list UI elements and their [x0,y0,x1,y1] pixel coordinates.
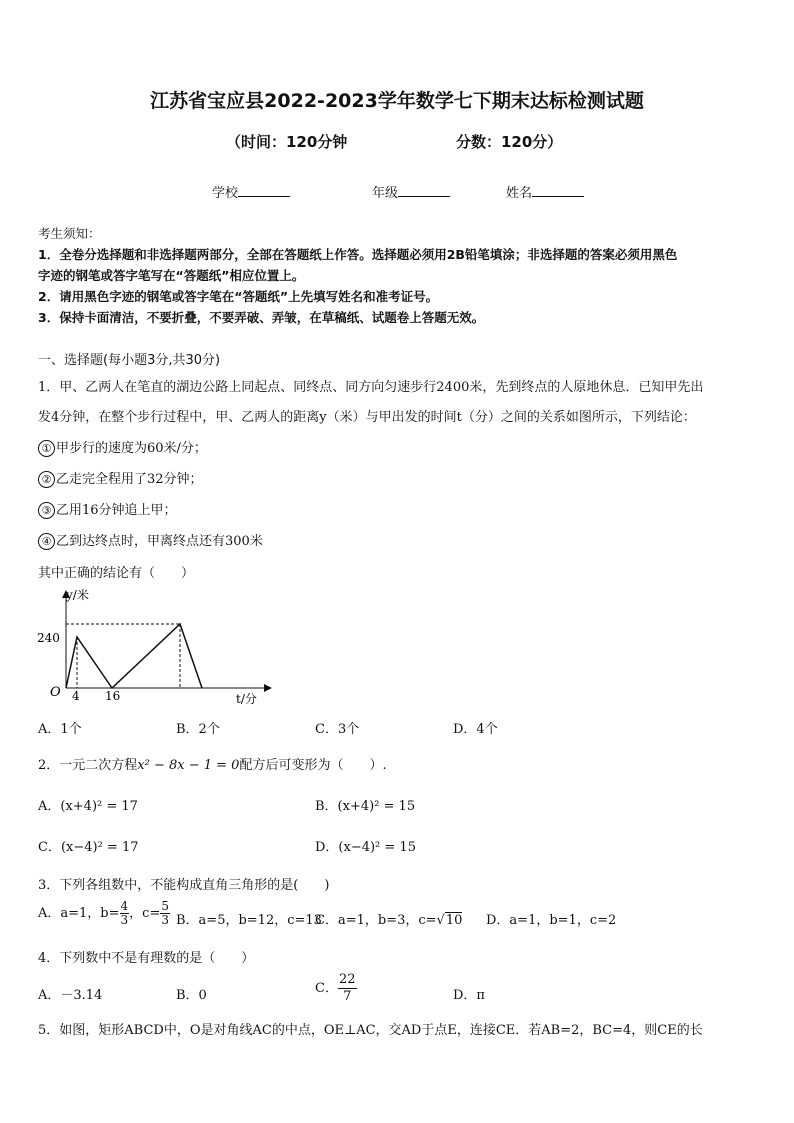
name-blank [532,184,584,197]
q2-stem: 2．一元二次方程x² − 8x − 1 = 0配方后可变形为（ ）. [38,758,387,773]
grade-label: 年级 [372,186,399,201]
q1-statement-3: ③ 乙用16分钟追上甲； [38,499,177,519]
q1-option-a[interactable]: A．1个 [38,722,82,737]
q4-stem: 4．下列数中不是有理数的是（ ） [38,951,255,966]
school-label: 学校 [212,186,239,201]
q4-option-b[interactable]: B．0 [176,988,207,1003]
note-1a: 1．全卷分选择题和非选择题两部分，全部在答题纸上作答。选择题必须用2B铅笔填涂；非选择题的答案必须用黑色 [38,247,678,262]
q2-equation: x² − 8x − 1 = 0 [137,758,240,773]
q1-statement-2: ② 乙走完全程用了32分钟； [38,468,203,488]
x-axis-label: t/分 [236,692,257,706]
q1-question: 其中正确的结论有（ ） [38,566,195,581]
note-1b: 字迹的钢笔或答字笔写在“答题纸”相应位置上。 [38,268,305,283]
note-2: 2．请用黑色字迹的钢笔或答字笔在“答题纸”上先填写姓名和准考证号。 [38,289,439,304]
grade-blank [398,184,450,197]
name-label: 姓名 [506,186,533,201]
q1-line2: 发4分钟，在整个步行过程中，甲、乙两人的距离y（米）与甲出发的时间t（分）之间的关系如图所示，下列结论： [38,410,696,425]
q1-statement-1: ① 甲步行的速度为60米/分； [38,437,207,457]
q4-option-a[interactable]: A．－3.14 [38,988,103,1003]
exam-score: 分数：120分） [456,133,563,151]
notes-heading: 考生须知： [38,226,101,241]
q4-option-d[interactable]: D．π [453,988,485,1003]
q2-option-c[interactable]: C．(x−4)² = 17 [38,840,139,855]
x-tick-4: 4 [72,689,80,703]
y-tick-240: 240 [37,631,60,645]
y-axis-label: y/米 [66,588,89,602]
numeral-4-icon: ④ [38,533,55,550]
page-title: 江苏省宝应县2022-2023学年数学七下期末达标检测试题 [150,90,644,112]
section-heading: 一、选择题(每小题3分,共30分) [38,353,221,368]
numeral-1-icon: ① [38,440,55,457]
x-axis-arrow-icon [264,684,272,692]
numeral-2-icon: ② [38,471,55,488]
q3-option-c[interactable]: C．a=1，b=3，c=√10 [315,913,463,928]
q3-option-d[interactable]: D．a=1，b=1，c=2 [486,913,617,928]
q5-stem: 5．如图，矩形ABCD中，O是对角线AC的中点，OE⊥AC，交AD于点E，连接CE．若AB=2，BC=4，则CE的长 [38,1023,703,1038]
distance-line [66,624,202,688]
q3-fraction-c: $\frac{5}{3}$ [161,899,169,927]
grade-field [372,182,450,201]
q4-fraction: $\frac{22}{7}$ [338,972,356,1004]
q2-option-a[interactable]: A．(x+4)² = 17 [38,799,138,814]
q1-line1: 1．甲、乙两人在笔直的湖边公路上同起点、同终点、同方向匀速步行2400米，先到终点的人原地休息．已知甲先出 [38,380,704,395]
q1-option-d[interactable]: D．4个 [453,722,498,737]
x-tick-16: 16 [105,689,121,703]
q3-fraction-b: $\frac{4}{3}$ [120,899,129,927]
origin-label: O [50,685,61,700]
q4-option-c[interactable]: C． $\frac{22}{7}$ [315,972,356,1004]
q3-option-a[interactable]: A．a=1，b= $\frac{4}{3}$ ，c= $\frac{5}{3}$ [38,899,169,927]
school-blank [238,184,290,197]
exam-time: （时间：120分钟 [226,133,348,151]
q1-distance-graph [36,584,276,710]
q2-option-b[interactable]: B．(x+4)² = 15 [315,799,416,814]
numeral-3-icon: ③ [38,502,55,519]
q1-option-c[interactable]: C．3个 [315,722,360,737]
q1-statement-4: ④ 乙到达终点时，甲离终点还有300米 [38,530,263,550]
q3-option-b[interactable]: B．a=5，b=12，c=13 [176,913,322,928]
school-field [212,182,290,201]
note-3: 3．保持卡面清洁，不要折叠，不要弄破、弄皱，在草稿纸、试题卷上答题无效。 [38,310,485,325]
q3-stem: 3．下列各组数中，不能构成直角三角形的是( ) [38,878,330,893]
q1-option-b[interactable]: B．2个 [176,722,220,737]
name-field [506,182,584,201]
sqrt-icon: √ [436,913,445,928]
q2-option-d[interactable]: D．(x−4)² = 15 [315,840,416,855]
